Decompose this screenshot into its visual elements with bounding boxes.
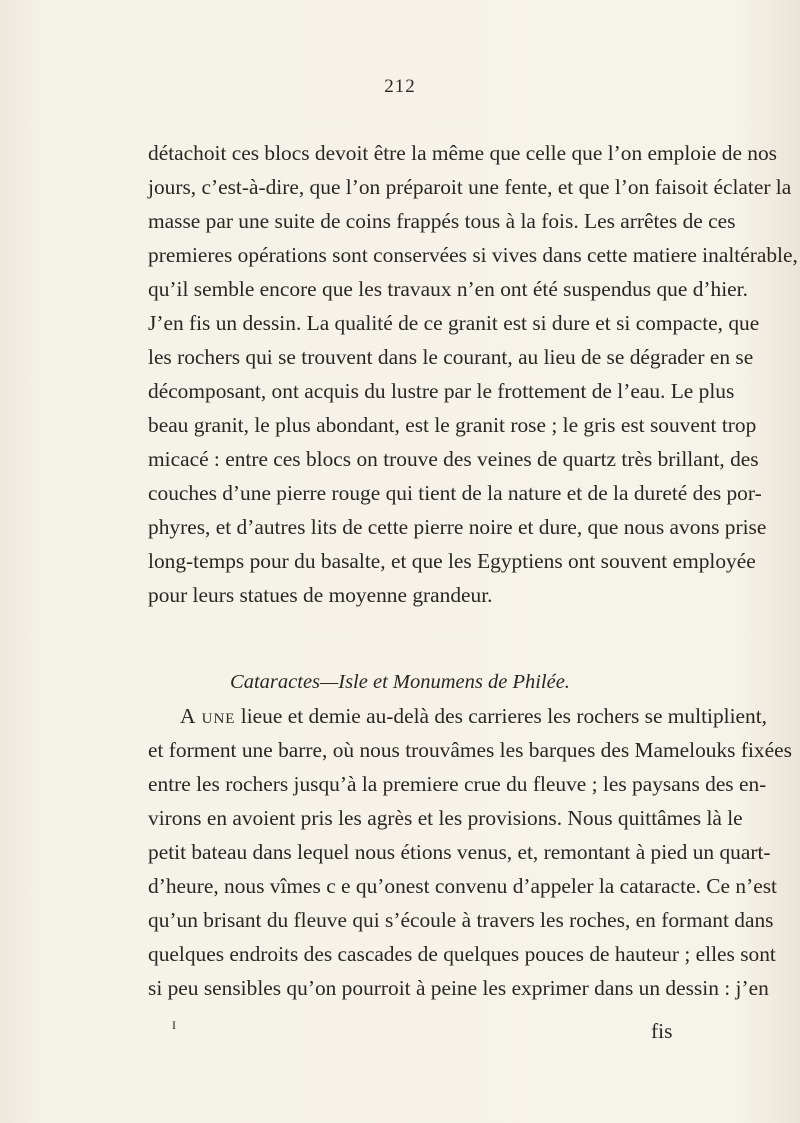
text-line: beau granit, le plus abondant, est le granit rose ; le gris est souvent trop xyxy=(148,413,757,437)
text-line: couches d’une pierre rouge qui tient de la nature et de la dureté des por- xyxy=(148,481,762,505)
opening-words: A une xyxy=(180,704,236,728)
text-line: quelques endroits des cascades de quelques pouces de hauteur ; elles sont xyxy=(148,942,776,966)
text-line: pour leurs statues de moyenne grandeur. xyxy=(148,583,493,607)
text-line: premieres opérations sont conservées si vives dans cette matiere inaltérable, xyxy=(148,243,798,267)
signature-mark: I xyxy=(172,1018,176,1032)
text-line: entre les rochers jusqu’à la premiere crue du fleuve ; les paysans des en- xyxy=(148,772,767,796)
text-line: petit bateau dans lequel nous étions venus, et, remontant à pied un quart- xyxy=(148,840,771,864)
section-heading: Cataractes—Isle et Monumens de Philée. xyxy=(230,671,570,693)
first-line-rest: lieue et demie au-delà des carrieres les rochers se multiplient, xyxy=(235,704,768,728)
text-line: masse par une suite de coins frappés tous à la fois. Les arrêtes de ces xyxy=(148,209,736,233)
paragraph-quarry-description xyxy=(148,136,798,612)
text-line: micacé : entre ces blocs on trouve des veines de quartz très brillant, des xyxy=(148,447,759,471)
text-line: d’heure, nous vîmes c e qu’onest convenu d’appeler la cataracte. Ce n’est xyxy=(148,874,777,898)
text-line-first xyxy=(148,699,768,733)
text-line: phyres, et d’autres lits de cette pierre noire et dure, que nous avons prise xyxy=(148,515,767,539)
page-number: 212 xyxy=(384,76,416,97)
text-line: qu’il semble encore que les travaux n’en ont été suspendus que d’hier. xyxy=(148,277,748,301)
catchword: fis xyxy=(651,1019,673,1043)
paragraph-cataract-description xyxy=(148,699,792,1005)
text-line: si peu sensibles qu’on pourroit à peine les exprimer dans un dessin : j’en xyxy=(148,976,769,1000)
text-line: décomposant, ont acquis du lustre par le frottement de l’eau. Le plus xyxy=(148,379,735,403)
text-line: long-temps pour du basalte, et que les Egyptiens ont souvent employée xyxy=(148,549,756,573)
text-line: J’en fis un dessin. La qualité de ce granit est si dure et si compacte, que xyxy=(148,311,760,335)
text-line: jours, c’est-à-dire, que l’on préparoit une fente, et que l’on faisoit éclater la xyxy=(148,175,792,199)
text-line: les rochers qui se trouvent dans le courant, au lieu de se dégrader en se xyxy=(148,345,754,369)
text-line: virons en avoient pris les agrès et les provisions. Nous quittâmes là le xyxy=(148,806,743,830)
text-line: qu’un brisant du fleuve qui s’écoule à travers les roches, en formant dans xyxy=(148,908,774,932)
text-line: et forment une barre, où nous trouvâmes les barques des Mamelouks fixées xyxy=(148,738,792,762)
text-line: détachoit ces blocs devoit être la même que celle que l’on emploie de nos xyxy=(148,141,778,165)
